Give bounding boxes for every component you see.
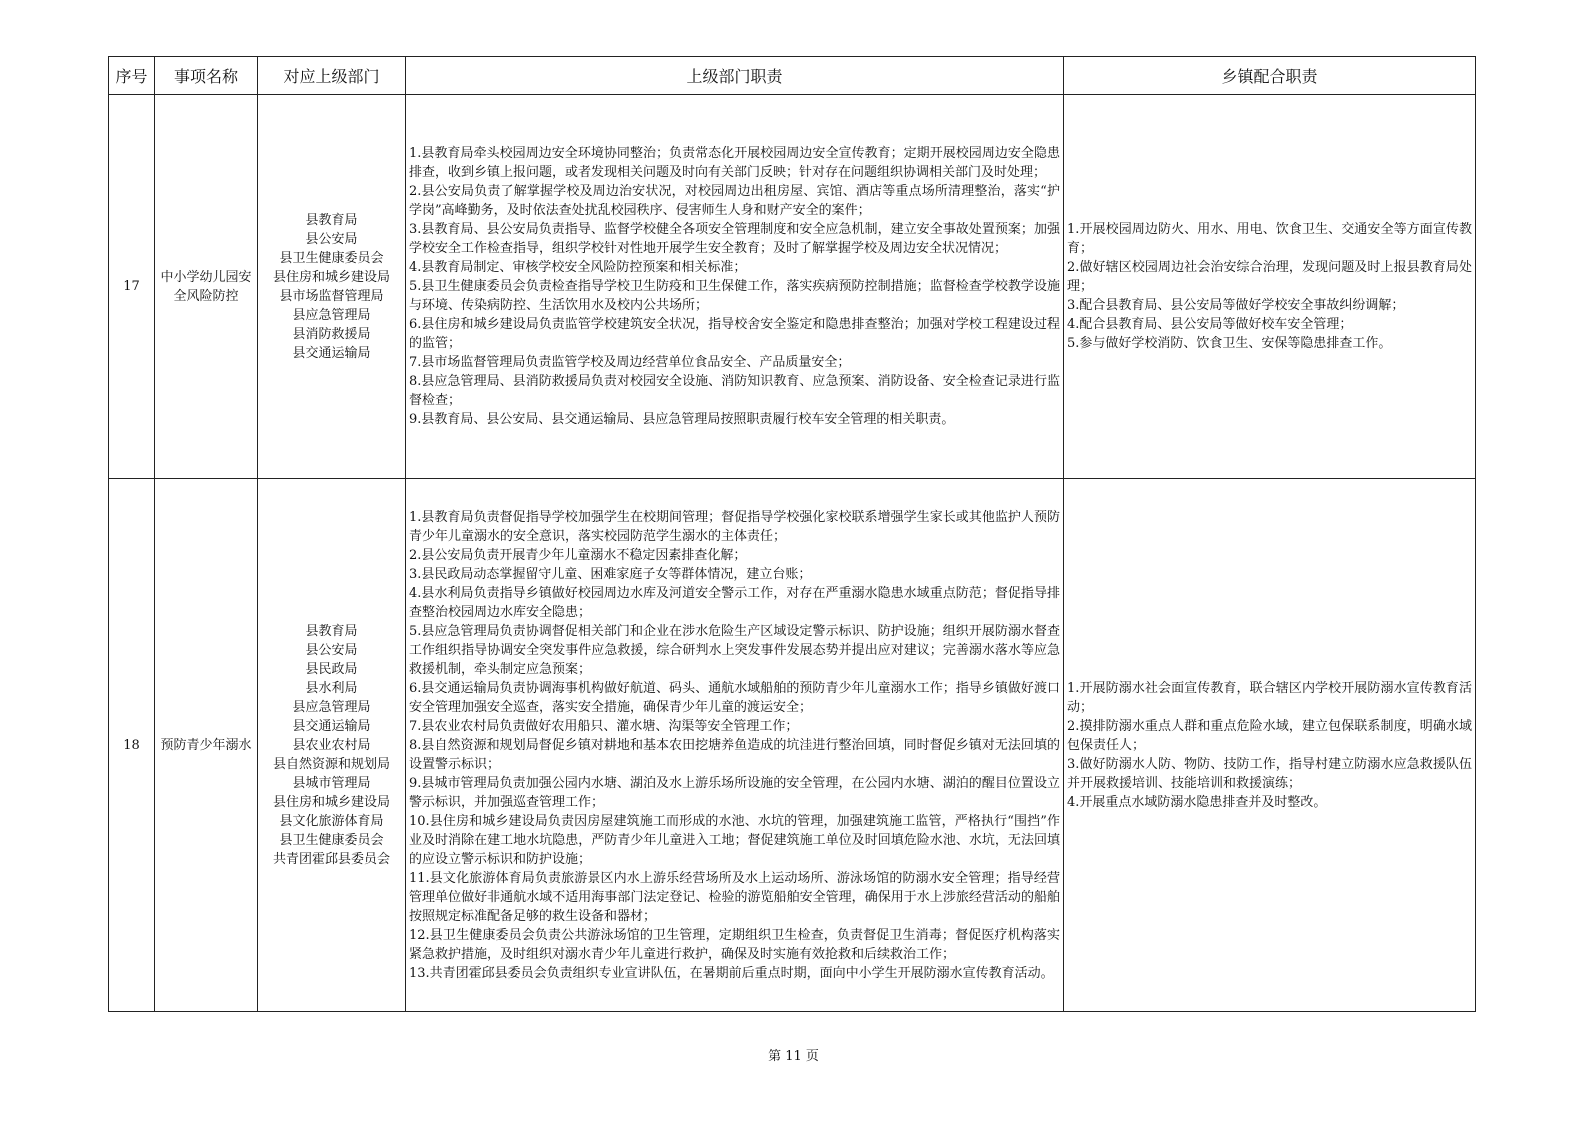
header-duties: 上级部门职责 bbox=[406, 57, 1064, 95]
dept-item: 县交通运输局 bbox=[292, 718, 371, 734]
duty-item: 9.县城市管理局负责加强公园内水塘、湖泊及水上游乐场所设施的安全管理，在公园内水塘、湖泊的醒目位置设立警示标识，并加强巡查管理工作； bbox=[409, 775, 1060, 810]
duty-item: 6.县交通运输局负责协调海事机构做好航道、码头、通航水域船舶的预防青少年儿童溺水工作；指导乡镇做好渡口安全管理加强安全巡查，落实安全措施，确保青少年儿童的渡运安全； bbox=[409, 680, 1060, 715]
table-header-row bbox=[109, 57, 1476, 95]
duty-item: 1.县教育局负责督促指导学校加强学生在校期间管理；督促指导学校强化家校联系增强学生家长或其他监护人预防青少年儿童溺水的安全意识，落实校园防范学生溺水的主体责任； bbox=[409, 509, 1060, 544]
item-name: 中小学幼儿园安全风险防控 bbox=[155, 95, 258, 479]
town-duties bbox=[1064, 479, 1476, 1012]
dept-item: 县公安局 bbox=[305, 642, 358, 658]
dept-item: 县卫生健康委员会 bbox=[279, 832, 384, 848]
duty-item: 4.县水利局负责指导乡镇做好校园周边水库及河道安全警示工作，对存在严重溺水隐患水域重点防范；督促指导排查整治校园周边水库安全隐患； bbox=[409, 585, 1060, 620]
table-row bbox=[109, 479, 1476, 1012]
dept-item: 县文化旅游体育局 bbox=[279, 813, 384, 829]
dept-item: 共青团霍邱县委员会 bbox=[272, 851, 390, 867]
dept-item: 县消防救援局 bbox=[292, 326, 371, 342]
dept-item: 县教育局 bbox=[305, 212, 358, 228]
header-dept: 对应上级部门 bbox=[258, 57, 406, 95]
table-row bbox=[109, 95, 1476, 479]
page-number: 第 11 页 bbox=[768, 1049, 819, 1064]
duty-item: 5.县应急管理局负责协调督促相关部门和企业在涉水危险生产区域设定警示标识、防护设施；组织开展防溺水督查工作组织指导协调安全突发事件应急救援，综合研判水上突发事件发展态势并提出应对建议；完善溺水落水等应急救援机制，牵头制定应急预案； bbox=[409, 623, 1060, 677]
dept-item: 县城市管理局 bbox=[292, 775, 371, 791]
row-number: 18 bbox=[109, 479, 155, 1012]
duty-item: 7.县市场监督管理局负责监管学校及周边经营单位食品安全、产品质量安全； bbox=[409, 355, 851, 370]
dept-item: 县民政局 bbox=[305, 661, 358, 677]
dept-item: 县应急管理局 bbox=[292, 307, 371, 323]
responsibility-table bbox=[108, 56, 1476, 1012]
town-duty-item: 3.做好防溺水人防、物防、技防工作，指导村建立防溺水应急救援队伍并开展救援培训、技能培训和救援演练； bbox=[1067, 756, 1472, 791]
duty-item: 2.县公安局负责了解掌握学校及周边治安状况，对校园周边出租房屋、宾馆、酒店等重点场所清理整治，落实“护学岗”高峰勤务，及时依法查处扰乱校园秩序、侵害师生人身和财产安全的案件； bbox=[409, 184, 1060, 218]
dept-item: 县自然资源和规划局 bbox=[272, 756, 390, 772]
duty-item: 11.县文化旅游体育局负责旅游景区内水上游乐经营场所及水上运动场所、游泳场馆的防溺水安全管理；指导经营管理单位做好非通航水域不适用海事部门法定登记、检验的游览船舶安全管理，确保用于水上涉旅经营活动的船舶按照规定标准配备足够的救生设备和器材； bbox=[409, 870, 1060, 924]
dept-item: 县应急管理局 bbox=[292, 699, 371, 715]
dept-item: 县卫生健康委员会 bbox=[279, 250, 384, 266]
town-duty-item: 2.做好辖区校园周边社会治安综合治理，发现问题及时上报县教育局处理； bbox=[1067, 260, 1472, 294]
duty-item: 1.县教育局牵头校园周边安全环境协同整治；负责常态化开展校园周边安全宣传教育；定期开展校园周边安全隐患排查，收到乡镇上报问题，或者发现相关问题及时向有关部门反映；针对存在问题组织协调相关部门及时处理； bbox=[409, 146, 1060, 180]
dept-item: 县住房和城乡建设局 bbox=[272, 269, 390, 285]
dept-item: 县交通运输局 bbox=[292, 345, 371, 361]
dept-item: 县公安局 bbox=[305, 231, 358, 247]
dept-item: 县市场监督管理局 bbox=[279, 288, 384, 304]
duty-item: 2.县公安局负责开展青少年儿童溺水不稳定因素排查化解； bbox=[409, 547, 747, 563]
header-name: 事项名称 bbox=[155, 57, 258, 95]
duty-item: 4.县教育局制定、审核学校安全风险防控预案和相关标准； bbox=[409, 260, 747, 275]
duty-item: 9.县教育局、县公安局、县交通运输局、县应急管理局按照职责履行校车安全管理的相关职责。 bbox=[409, 412, 955, 427]
row-number: 17 bbox=[109, 95, 155, 479]
duty-item: 13.共青团霍邱县委员会负责组织专业宣讲队伍，在暑期前后重点时期，面向中小学生开展防溺水宣传教育活动。 bbox=[409, 965, 1054, 981]
duty-item: 10.县住房和城乡建设局负责因房屋建筑施工而形成的水池、水坑的管理，加强建筑施工监管，严格执行“围挡”作业及时消除在建工地水坑隐患，严防青少年儿童进入工地；督促建筑施工单位及时回填危险水池、水坑，无法回填的应设立警示标识和防护设施； bbox=[409, 813, 1060, 867]
duty-item: 7.县农业农村局负责做好农用船只、灌水塘、沟渠等安全管理工作； bbox=[409, 718, 799, 734]
header-town: 乡镇配合职责 bbox=[1064, 57, 1476, 95]
town-duty-item: 1.开展校园周边防火、用水、用电、饮食卫生、交通安全等方面宣传教育； bbox=[1067, 222, 1472, 256]
dept-list bbox=[258, 479, 406, 1012]
dept-duties bbox=[406, 95, 1064, 479]
dept-duties bbox=[406, 479, 1064, 1012]
town-duty-item: 4.开展重点水域防溺水隐患排查并及时整改。 bbox=[1067, 794, 1327, 810]
item-name: 预防青少年溺水 bbox=[155, 479, 258, 1012]
town-duty-item: 5.参与做好学校消防、饮食卫生、安保等隐患排查工作。 bbox=[1067, 336, 1392, 351]
dept-item: 县教育局 bbox=[305, 623, 358, 639]
duty-item: 3.县教育局、县公安局负责指导、监督学校健全各项安全管理制度和安全应急机制，建立安全事故处置预案；加强学校安全工作检查指导，组织学校针对性地开展学生安全教育；及时了解掌握学校及周边安全状况情况； bbox=[409, 222, 1060, 256]
dept-item: 县水利局 bbox=[305, 680, 358, 696]
town-duties bbox=[1064, 95, 1476, 479]
dept-list bbox=[258, 95, 406, 479]
duty-item: 3.县民政局动态掌握留守儿童、困难家庭子女等群体情况，建立台账； bbox=[409, 566, 812, 582]
duty-item: 5.县卫生健康委员会负责检查指导学校卫生防疫和卫生保健工作，落实疾病预防控制措施；监督检查学校教学设施与环境、传染病防控、生活饮用水及校内公共场所； bbox=[409, 279, 1060, 313]
dept-item: 县住房和城乡建设局 bbox=[272, 794, 390, 810]
duty-item: 8.县自然资源和规划局督促乡镇对耕地和基本农田挖塘养鱼造成的坑洼进行整治回填，同时督促乡镇对无法回填的设置警示标识； bbox=[409, 737, 1060, 772]
dept-item: 县农业农村局 bbox=[292, 737, 371, 753]
header-num: 序号 bbox=[109, 57, 155, 95]
town-duty-item: 2.摸排防溺水重点人群和重点危险水域，建立包保联系制度，明确水域包保责任人； bbox=[1067, 718, 1472, 753]
duty-item: 6.县住房和城乡建设局负责监管学校建筑安全状况，指导校舍安全鉴定和隐患排查整治；加强对学校工程建设过程的监管； bbox=[409, 317, 1060, 351]
town-duty-item: 3.配合县教育局、县公安局等做好学校安全事故纠纷调解； bbox=[1067, 298, 1405, 313]
town-duty-item: 4.配合县教育局、县公安局等做好校车安全管理； bbox=[1067, 317, 1353, 332]
duty-item: 8.县应急管理局、县消防救援局负责对校园安全设施、消防知识教育、应急预案、消防设备、安全检查记录进行监督检查； bbox=[409, 374, 1060, 408]
town-duty-item: 1.开展防溺水社会面宣传教育，联合辖区内学校开展防溺水宣传教育活动； bbox=[1067, 680, 1472, 715]
duty-item: 12.县卫生健康委员会负责公共游泳场馆的卫生管理，定期组织卫生检查，负责督促卫生消毒；督促医疗机构落实紧急救护措施，及时组织对溺水青少年儿童进行救护，确保及时实施有效抢救和后续救治工作； bbox=[409, 927, 1060, 962]
